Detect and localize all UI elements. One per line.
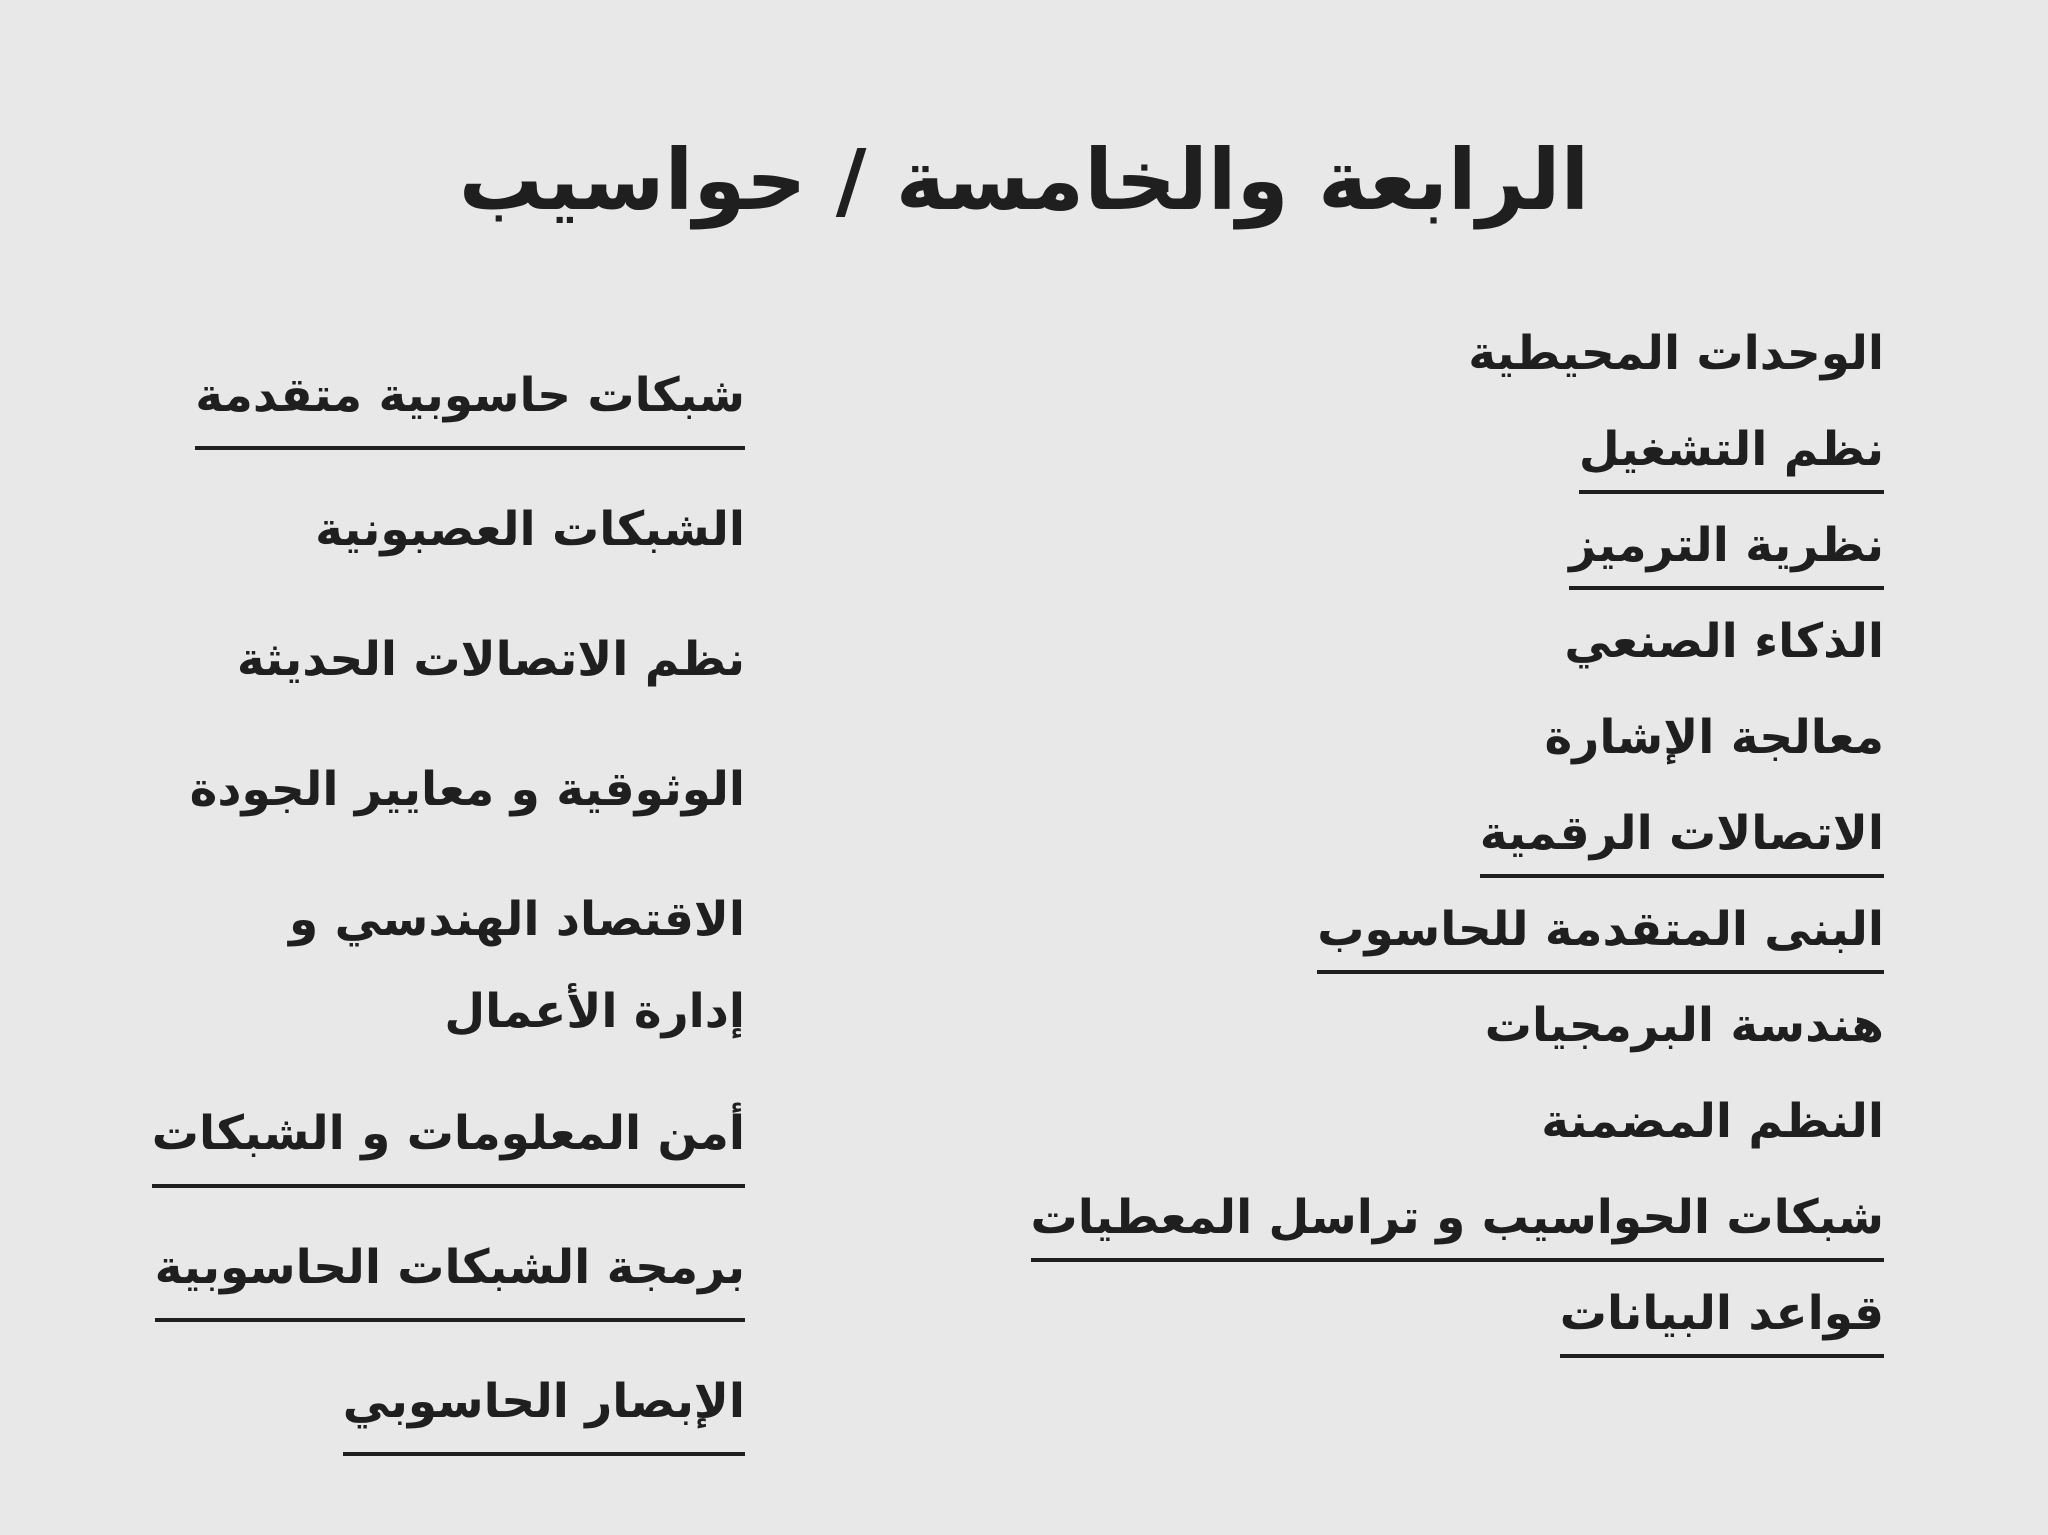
course-label: الاتصالات الرقمية [1480, 798, 1884, 878]
course-item [1064, 606, 1884, 702]
course-item [170, 744, 745, 840]
course-item [1064, 1278, 1884, 1374]
course-item [1064, 414, 1884, 510]
course-label: أمن المعلومات و الشبكات [152, 1088, 745, 1188]
course-item [170, 484, 745, 580]
course-item [170, 614, 745, 710]
course-label: الذكاء الصنعي [1564, 614, 1884, 669]
course-label: شبكات الحواسيب و تراسل المعطيات [1031, 1182, 1884, 1262]
course-label: شبكات حاسوبية متقدمة [195, 350, 745, 450]
course-item [1064, 990, 1884, 1086]
course-item [170, 350, 745, 450]
course-item [1064, 702, 1884, 798]
course-label: نظم التشغيل [1579, 414, 1884, 494]
course-label: البنى المتقدمة للحاسوب [1317, 894, 1884, 974]
course-label: الوحدات المحيطية [1468, 326, 1884, 381]
course-item [151, 1088, 745, 1188]
course-item [154, 1222, 745, 1322]
course-label: قواعد البيانات [1560, 1278, 1884, 1358]
course-item [1064, 510, 1884, 606]
course-item [170, 874, 745, 1062]
left-course-list [151, 350, 745, 1490]
course-label: برمجة الشبكات الحاسوبية [155, 1222, 745, 1322]
course-item [1064, 798, 1884, 894]
course-item [1064, 1086, 1884, 1182]
course-label: النظم المضمنة [1541, 1094, 1884, 1149]
right-course-list [1030, 318, 1884, 1374]
course-label: هندسة البرمجيات [1484, 998, 1884, 1053]
course-item [1064, 894, 1884, 990]
course-item [1030, 1182, 1884, 1278]
course-label: الإبصار الحاسوبي [343, 1356, 745, 1456]
course-label: نظم الاتصالات الحديثة [236, 632, 745, 687]
course-label: معالجة الإشارة [1544, 710, 1884, 765]
course-label: الاقتصاد الهندسي و إدارة الأعمال [289, 892, 745, 1039]
course-label: الوثوقية و معايير الجودة [189, 762, 745, 817]
course-label: نظرية الترميز [1569, 510, 1884, 590]
course-label: الشبكات العصبونية [315, 502, 745, 557]
course-item [1064, 318, 1884, 414]
course-item [170, 1356, 745, 1456]
page-title: الرابعة والخامسة / حواسيب [458, 131, 1590, 229]
